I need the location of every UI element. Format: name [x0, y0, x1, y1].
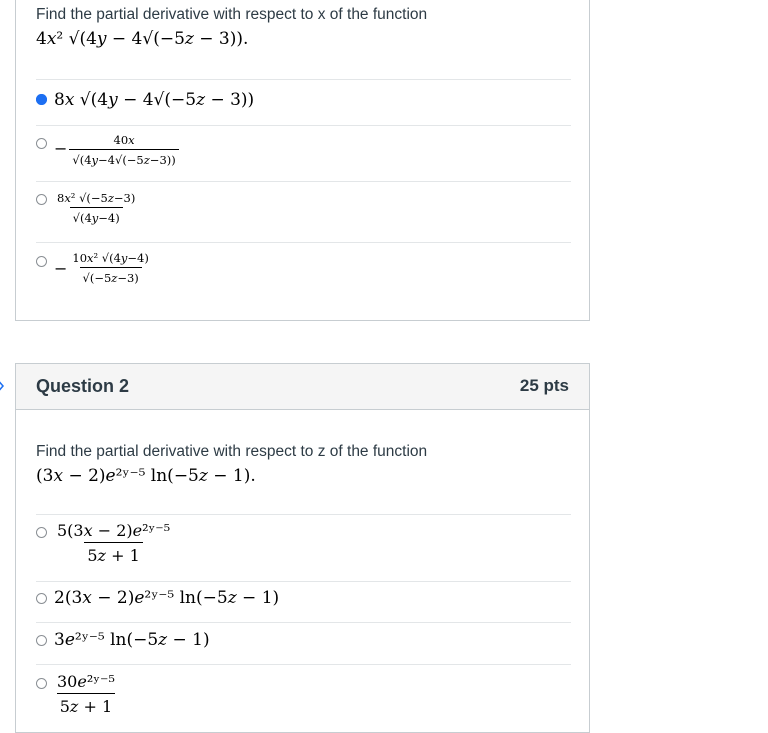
radio-icon[interactable] — [36, 593, 47, 604]
divider — [36, 125, 571, 126]
question-1-function: 4𝑥² √(4𝑦 − 4√(−5𝑧 − 3)). — [36, 29, 249, 49]
fraction: $\frac{\text{8𝑥² √(−5𝑧−3)}}{\text{√(4𝑦−4)}}$ — [57, 191, 136, 225]
divider — [36, 79, 571, 80]
answer-option-3[interactable]: 3𝑒²ʸ⁻⁵ ln(−5𝑧 − 1) — [36, 630, 571, 650]
radio-icon[interactable] — [36, 194, 47, 205]
fraction: $\frac{\text{10𝑥² √(4𝑦−4)}}{\text{√(−5𝑧−3)}}$ — [72, 251, 149, 285]
answer-option-2[interactable]: 2(3𝑥 − 2)𝑒²ʸ⁻⁵ ln(−5𝑧 − 1) — [36, 588, 571, 608]
answer-option-1[interactable]: 8𝑥 √(4𝑦 − 4√(−5𝑧 − 3)) — [36, 90, 571, 110]
radio-icon[interactable] — [36, 138, 47, 149]
radio-icon[interactable] — [36, 678, 47, 689]
radio-selected-icon[interactable] — [36, 94, 47, 105]
radio-icon[interactable] — [36, 527, 47, 538]
fraction: $\frac{\text{30𝑒²ʸ⁻⁵}}{\text{5𝑧 + 1}}$ — [57, 672, 115, 716]
question-2-function: (3𝑥 − 2)𝑒²ʸ⁻⁵ ln(−5𝑧 − 1). — [36, 466, 256, 486]
answer-option-4[interactable]: − $\frac{\text{10𝑥² √(4𝑦−4)}}{\text{√(−5𝑧−3)}}$ — [36, 251, 571, 285]
question-2-card — [15, 363, 590, 733]
answer-option-2[interactable]: − $\frac{\text{40𝑥}}{\text{√(4𝑦−4√(−5𝑧−3))}}$ — [36, 133, 571, 167]
radio-icon[interactable] — [36, 256, 47, 267]
question-1-prompt: Find the partial derivative with respect to x of the function — [36, 6, 428, 23]
fraction: $\frac{\text{40𝑥}}{\text{√(4𝑦−4√(−5𝑧−3))}}$ — [69, 133, 178, 167]
radio-icon[interactable] — [36, 635, 47, 646]
answer-option-1[interactable] — [36, 521, 571, 565]
question-2-prompt: Find the partial derivative with respect to z of the function — [36, 443, 428, 460]
answer-option-4[interactable] — [36, 672, 571, 716]
question-1-card — [15, 0, 590, 321]
collapse-chevron-icon[interactable] — [0, 376, 8, 396]
answer-option-3[interactable] — [36, 191, 571, 225]
divider — [36, 581, 571, 582]
fraction: $\frac{\text{5(3𝑥 − 2)𝑒²ʸ⁻⁵}}{\text{5𝑧 + 1}}$ — [57, 521, 171, 565]
divider — [36, 181, 571, 182]
divider — [36, 622, 571, 623]
divider — [36, 514, 571, 515]
question-2-header — [16, 364, 589, 410]
question-points: 25 pts — [519, 376, 569, 395]
question-title: Question 2 — [36, 376, 130, 396]
divider — [36, 664, 571, 665]
divider — [36, 242, 571, 243]
